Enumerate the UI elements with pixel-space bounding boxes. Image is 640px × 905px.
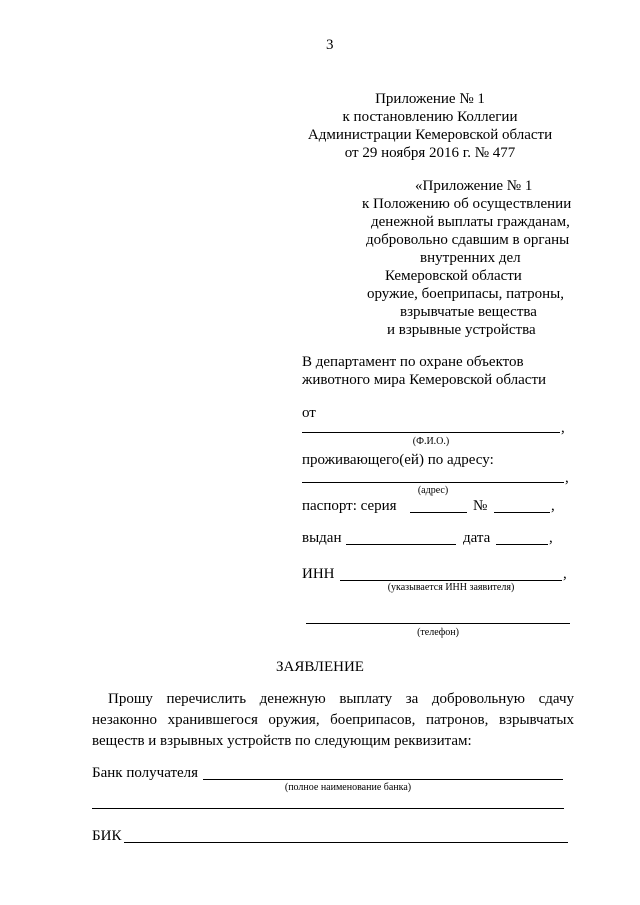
- bank-field[interactable]: [203, 779, 563, 780]
- address-comma: ,: [565, 470, 569, 486]
- appendix-1-line: Приложение № 1: [375, 91, 485, 107]
- passport-series-label: паспорт: серия: [302, 498, 397, 514]
- passport-number-field[interactable]: [494, 512, 550, 513]
- page-number: 3: [326, 37, 334, 53]
- issued-label: выдан: [302, 530, 342, 546]
- bik-field[interactable]: [124, 842, 568, 843]
- appendix-2-line: Кемеровской области: [385, 268, 522, 284]
- address-field[interactable]: [302, 482, 564, 483]
- bik-label: БИК: [92, 828, 122, 844]
- appendix-2-line: «Приложение № 1: [415, 178, 533, 194]
- inn-caption: (указывается ИНН заявителя): [387, 582, 515, 593]
- appendix-2-line: взрывчатые вещества: [400, 304, 537, 320]
- phone-caption: (телефон): [417, 627, 459, 638]
- bank-label: Банк получателя: [92, 765, 199, 781]
- date-field[interactable]: [496, 544, 548, 545]
- addressee-line: животного мира Кемеровской области: [302, 372, 547, 388]
- fio-caption: (Ф.И.О.): [412, 436, 450, 447]
- body-line-2: незаконно хранившегося оружия, боеприпасов, патронов, взрывчатых: [92, 712, 574, 728]
- bank-caption: (полное наименование банка): [284, 782, 412, 793]
- passport-comma: ,: [551, 498, 555, 514]
- appendix-2-line: денежной выплаты гражданам,: [371, 214, 570, 230]
- passport-series-field[interactable]: [410, 512, 467, 513]
- from-label: от: [302, 405, 316, 421]
- appendix-2-line: оружие, боеприпасы, патроны,: [367, 286, 564, 302]
- body-line-1: Прошу перечислить денежную выплату за добровольную сдачу: [108, 691, 574, 707]
- addressee-line: В департамент по охране объектов: [302, 354, 524, 370]
- bank-field-continuation[interactable]: [92, 808, 564, 809]
- inn-label: ИНН: [302, 566, 335, 582]
- issued-field[interactable]: [346, 544, 456, 545]
- address-caption: (адрес): [417, 485, 449, 496]
- appendix-1-line: Администрации Кемеровской области: [307, 127, 553, 143]
- passport-number-label: №: [473, 498, 488, 514]
- residing-label: проживающего(ей) по адресу:: [302, 452, 494, 468]
- inn-field[interactable]: [340, 580, 562, 581]
- phone-field[interactable]: [306, 623, 570, 624]
- appendix-2-line: добровольно сдавшим в органы: [366, 232, 570, 248]
- appendix-1-line: к постановлению Коллегии: [342, 109, 518, 125]
- appendix-2-line: к Положению об осуществлении: [362, 196, 572, 212]
- date-comma: ,: [549, 530, 553, 546]
- body-line-3: веществ и взрывных устройств по следующим реквизитам:: [92, 733, 472, 749]
- appendix-2-line: и взрывные устройства: [387, 322, 536, 338]
- fio-field[interactable]: [302, 432, 560, 433]
- statement-title: ЗАЯВЛЕНИЕ: [276, 659, 364, 675]
- fio-comma: ,: [561, 420, 565, 436]
- appendix-1-line: от 29 ноября 2016 г. № 477: [344, 145, 516, 161]
- inn-comma: ,: [563, 566, 567, 582]
- appendix-2-line: внутренних дел: [420, 250, 521, 266]
- date-label: дата: [463, 530, 491, 546]
